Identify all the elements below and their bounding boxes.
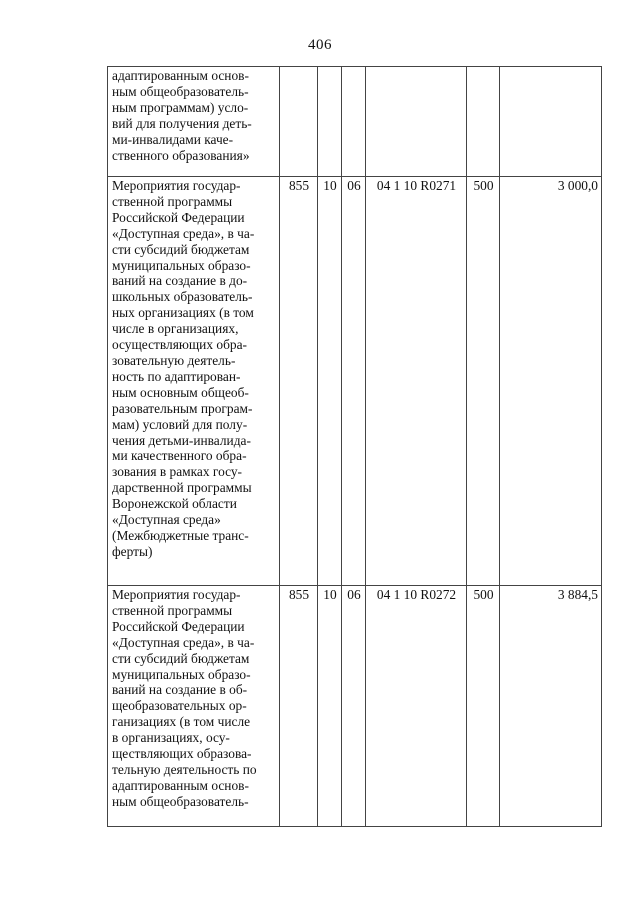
description-line: Мероприятия государ- — [112, 587, 241, 602]
section-code: 10 — [318, 177, 342, 586]
description-line: адаптированным основ- — [112, 777, 249, 793]
description-line: Российской Федерации — [112, 618, 245, 634]
subsection-code — [342, 67, 366, 177]
description-line: муниципальных образо- — [112, 666, 251, 682]
subsection-code: 06 — [342, 177, 366, 586]
grbs-code: 855 — [280, 177, 318, 586]
amount: 3 000,0 — [500, 177, 602, 586]
description-line: «Доступная среда», в ча- — [112, 225, 255, 241]
description-line: ным основным общеоб- — [112, 384, 249, 400]
description-line: сти субсидий бюджетам — [112, 650, 250, 666]
description-line: в организациях, осу- — [112, 730, 230, 746]
description-line: ственной программы — [112, 602, 233, 618]
description-line: мам) условий для полу- — [112, 416, 248, 432]
description-line: ным общеобразователь- — [112, 83, 249, 99]
description-line: (Межбюджетные транс- — [112, 527, 249, 543]
description-line: «Доступная среда» — [112, 512, 221, 528]
description-line: «Доступная среда», в ча- — [112, 634, 255, 650]
expense-type-code — [467, 67, 500, 177]
description-line: сти субсидий бюджетам — [112, 241, 250, 257]
budget-table — [107, 66, 602, 827]
description-line: школьных образователь- — [112, 289, 253, 305]
description-line: ваний на создание в об- — [112, 682, 248, 698]
description-line: Воронежской области — [112, 496, 237, 512]
row-description — [108, 177, 280, 586]
description-line: разовательным програм- — [112, 400, 253, 416]
subsection-code: 06 — [342, 586, 366, 827]
description-line: щеобразовательных ор- — [112, 698, 247, 714]
description-line: ферты) — [112, 543, 153, 559]
description-line: ганизациях (в том числе — [112, 714, 251, 730]
description-line: адаптированным основ- — [112, 68, 249, 83]
description-line: Мероприятия государ- — [112, 178, 241, 193]
expense-type-code: 500 — [467, 586, 500, 827]
description-line: дарственной программы — [112, 480, 252, 496]
target-article-code — [366, 67, 467, 177]
target-article-code: 04 1 10 R0272 — [366, 586, 467, 827]
description-line: Российской Федерации — [112, 209, 245, 225]
description-line: вий для получения деть- — [112, 115, 252, 131]
row-description — [108, 67, 280, 177]
description-line: ми-инвалидами каче- — [112, 131, 234, 147]
description-line: ность по адаптирован- — [112, 368, 241, 384]
description-line: ственного образования» — [112, 147, 250, 163]
amount — [500, 67, 602, 177]
target-article-code: 04 1 10 R0271 — [366, 177, 467, 586]
amount: 3 884,5 — [500, 586, 602, 827]
description-line: осуществляющих обра- — [112, 337, 247, 353]
description-line: ваний на создание в до- — [112, 273, 248, 289]
description-line: зования в рамках госу- — [112, 464, 243, 480]
expense-type-code: 500 — [467, 177, 500, 586]
description-line: ми качественного обра- — [112, 448, 247, 464]
table-row — [108, 586, 602, 827]
row-description — [108, 586, 280, 827]
section-code: 10 — [318, 586, 342, 827]
description-line: зовательную деятель- — [112, 352, 236, 368]
description-line: муниципальных образо- — [112, 257, 251, 273]
description-line: ным программам) усло- — [112, 99, 249, 115]
section-code — [318, 67, 342, 177]
description-line: ществляющих образова- — [112, 746, 252, 762]
page-number: 406 — [308, 37, 332, 53]
description-line: тельную деятельность по — [112, 761, 257, 777]
grbs-code: 855 — [280, 586, 318, 827]
grbs-code — [280, 67, 318, 177]
description-line: ных организациях (в том — [112, 305, 254, 321]
description-line: ным общеобразователь- — [112, 793, 249, 809]
description-line: чения детьми-инвалида- — [112, 432, 251, 448]
description-line: ственной программы — [112, 193, 233, 209]
table-row — [108, 177, 602, 586]
description-line: числе в организациях, — [112, 321, 239, 337]
table-row — [108, 67, 602, 177]
